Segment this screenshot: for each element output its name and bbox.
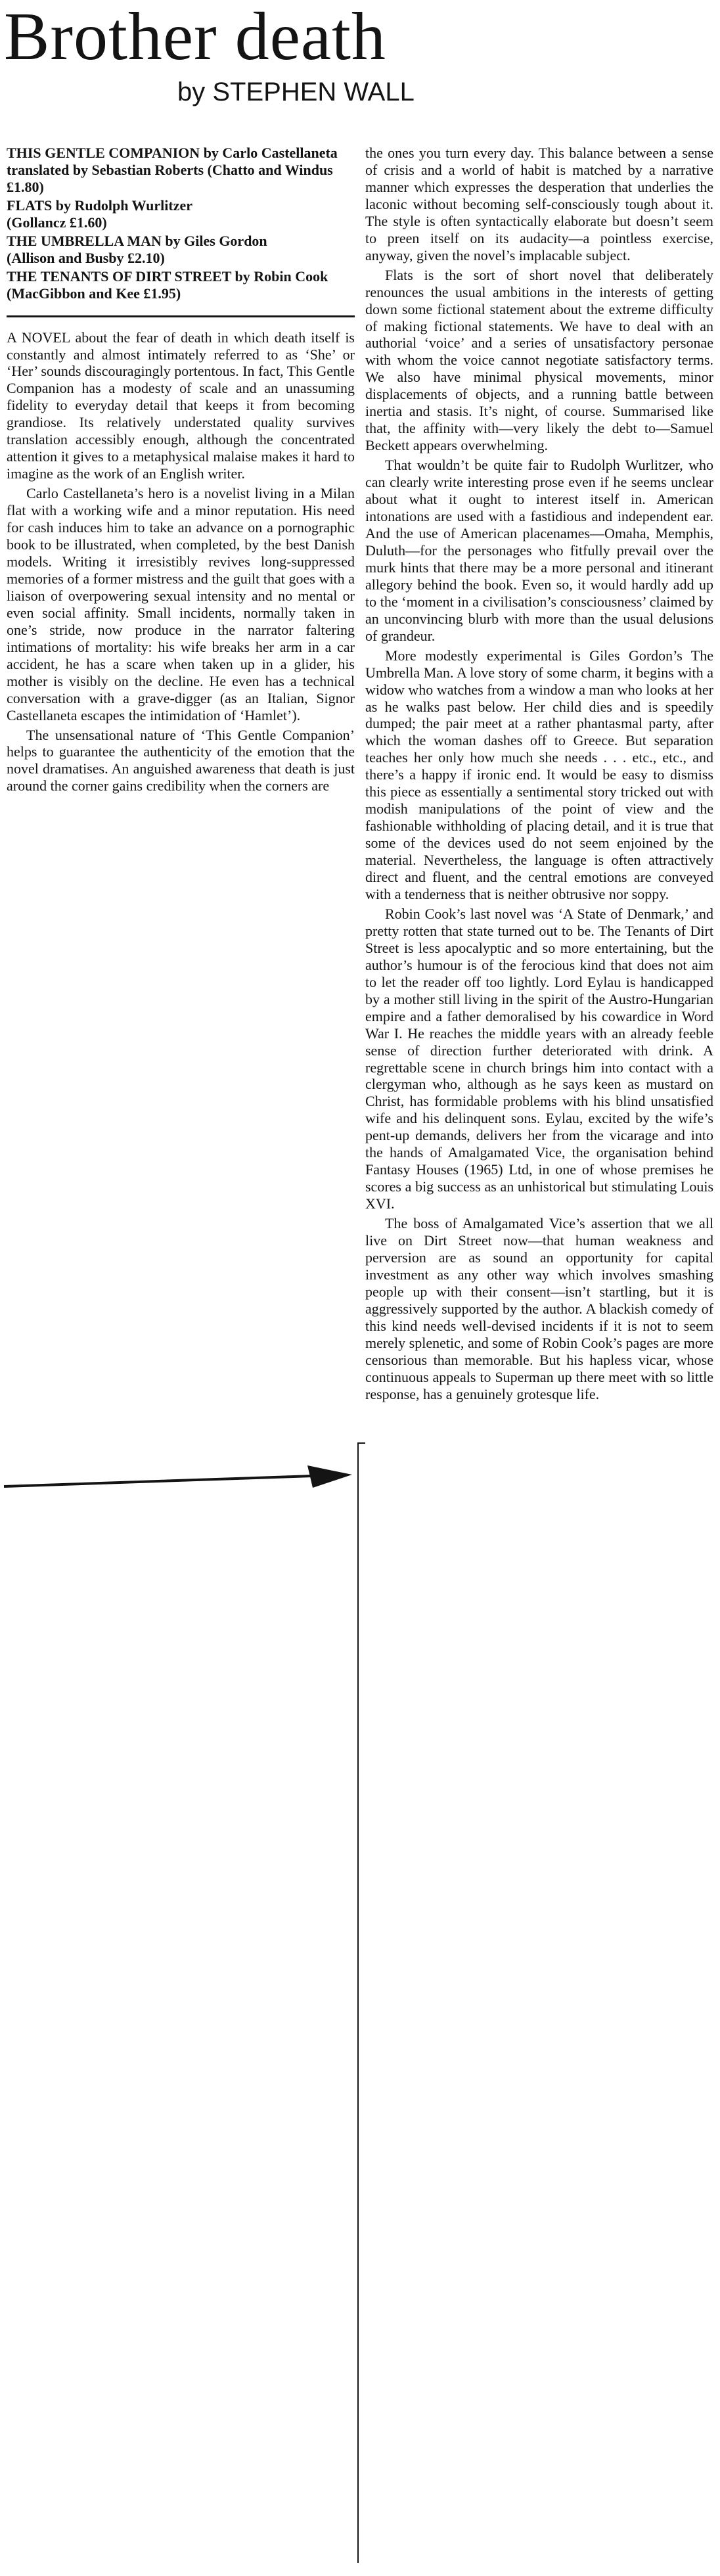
body-paragraph: The boss of Amalgamated Vice’s assertion that we all live on Dirt Street now—that human weakness and perversion are as sound an opportunity for capital investment as any other way which involves smashing people up with their consent—isn’t startling, but it is aggressively supported by the author. A blackish comedy of this kind needs well-devised incidents if it is not to seem merely splenetic, and some of Robin Cook’s pages are more censorious than memorable. But his hapless vicar, whose continuous appeals to Superman up there meet with so little response, has a genuinely grotesque life. [365, 1215, 713, 1402]
book-entry [7, 268, 355, 302]
book-entry [7, 197, 355, 231]
book-title: THIS GENTLE COMPANION [7, 145, 200, 161]
left-column [7, 145, 355, 797]
book-entry [7, 145, 355, 196]
book-title: FLATS [7, 196, 53, 214]
book-list [7, 145, 355, 317]
byline: by STEPHEN WALL [177, 78, 415, 106]
book-detail: by Robin Cook [235, 267, 328, 285]
body-paragraph: the ones you turn every day. This balance between a sense of crisis and a world of habit is matched by a narrative manner which expresses the desperation that underlies the laconic without becoming self-consciously tough about it. The style is often syntactically elaborate but doesn’t seem to preen itself on its audacity—a pointless exercise, anyway, given the novel’s implacable subject. [365, 145, 713, 264]
body-paragraph: Carlo Castellaneta’s hero is a novelist living in a Milan flat with a working wife and a minor reputation. His need for cash induces him to take an advance on a pornographic book to be illustrated, when completed, by the best Danish models. Writing it irresistibly revives long-suppressed memories of a former mistress and the guilt that goes with a liaison of overpowering sexual intensity and no mental or even social affinity. Small incidents, normally taken in one’s stride, now produce in the narrator faltering intimations of mortality: his wife breaks her arm in a car accident, he has a scare when taken up in a glider, his mother is visibly on the decline. He even has a technical conversation with a grave-digger (as an Italian, Signor Castellaneta escapes the intimidation of ‘Hamlet’). [7, 485, 355, 724]
book-publisher: (Chatto and Windus £1.80) [7, 161, 333, 195]
book-detail: by Rudolph Wurlitzer [55, 196, 193, 214]
right-column [365, 145, 713, 1406]
column-rule-corner [357, 1442, 365, 1444]
pointer-arrow-icon [4, 1463, 352, 1502]
book-detail: by Giles Gordon [165, 232, 267, 249]
body-paragraph: More modestly experimental is Giles Gordon’s The Umbrella Man. A love story of some charm, it begins with a widow who watches from a window a man who looks at her as he walks past below. Her child dies and is speedily dumped; the pair meet at a rather phantasmal party, after which the woman dashes off to Greece. But separation teaches her only how much she needs . . . etc., etc., and there’s a happy if ironic end. It would be easy to dismiss this piece as essentially a sentimental story tricked out with modish manipulations of the point of view and the fashionable withholding of placing detail, and it is true that some of the devices used do not seem enjoined by the material. Nevertheless, the language is often attractively direct and fluent, and the central emotions are conveyed with a tenderness that is neither obtrusive nor soppy. [365, 647, 713, 902]
book-title: THE UMBRELLA MAN [7, 232, 162, 249]
book-entry [7, 233, 355, 267]
book-publisher: (Gollancz £1.60) [7, 214, 107, 231]
body-paragraph: Flats is the sort of short novel that deliberately renounces the usual ambitions in the interests of getting down some fictional statement about the extreme difficulty of making fictional statements. We have to deal with an authorial ‘voice’ and a series of unsatisfactory personae with whom the voice cannot negotiate satisfactory terms. We also have minimal physical movements, minor displacements of objects, and a running battle between inertia and stasis. It’s night, of course. Summarised like that, the affinity with—very likely the debt to—Samuel Beckett appears overwhelming. [365, 266, 713, 454]
body-paragraph: Robin Cook’s last novel was ‘A State of Denmark,’ and pretty rotten that state turned out to be. The Tenants of Dirt Street is less apocalyptic and so more entertaining, but the author’s humour is of the ferocious kind that does not aim to let the reader off too lightly. Lord Eylau is handicapped by a mother still living in the spirit of the Austro-Hungarian empire and a father demoralised by his cowardice in Word War I. He reaches the middle years with an already feeble sense of direction further deteriorated with drink. A regrettable scene in church brings him into contact with a clergyman who, although as he says keen as mustard on Christ, has formidable problems with his blind unsatisfied wife and his delinquent sons. Eylau, excited by the wife’s pent-up demands, delivers her from the vicarage and into the hands of Amalgamated Vice, the organisation behind Fantasy Houses (1965) Ltd, in one of whose premises he scores a big success as an unhistorical but stimulating Louis XVI. [365, 905, 713, 1212]
body-paragraph: The unsensational nature of ‘This Gentle Companion’ helps to guarantee the authenticity of the emotion that the novel dramatises. An anguished awareness that death is just around the corner gains credibility when the corners are [7, 726, 355, 794]
book-publisher: (Allison and Busby £2.10) [7, 249, 165, 266]
book-publisher: (MacGibbon and Kee £1.95) [7, 285, 181, 302]
headline: Brother death [4, 0, 386, 74]
body-paragraph: A NOVEL about the fear of death in which death itself is constantly and almost intimately referred to as ‘She’ or ‘Her’ sounds discouragingly portentous. In fact, This Gentle Companion has a modesty of scale and an unassuming fidelity to everyday detail that keeps it from becoming grandiose. Its relatively understated quality survives translation accessibly enough, although the concentrated attention it gives to a metaphysical malaise makes it hard to imagine as the work of an English writer. [7, 329, 355, 482]
book-title: THE TENANTS OF DIRT STREET [7, 267, 231, 285]
column-rule [357, 1442, 359, 2563]
book-detail: by Carlo Castellaneta translated by Sebastian Roberts [7, 145, 338, 178]
body-paragraph: That wouldn’t be quite fair to Rudolph Wurlitzer, who can clearly write interesting prose even if he seems unclear about what it ought to interest itself in. American intonations are used with a fastidious and independent ear. And the use of American placenames—Omaha, Memphis, Duluth—for the personages who fitfully prevail over the murk hints that there may be a more personal and itinerant allegory behind the book. Even so, it would hardly add up to the ‘moment in a civilisation’s consciousness’ claimed by an unconvincing blurb with more than the usual delusions of grandeur. [365, 457, 713, 644]
